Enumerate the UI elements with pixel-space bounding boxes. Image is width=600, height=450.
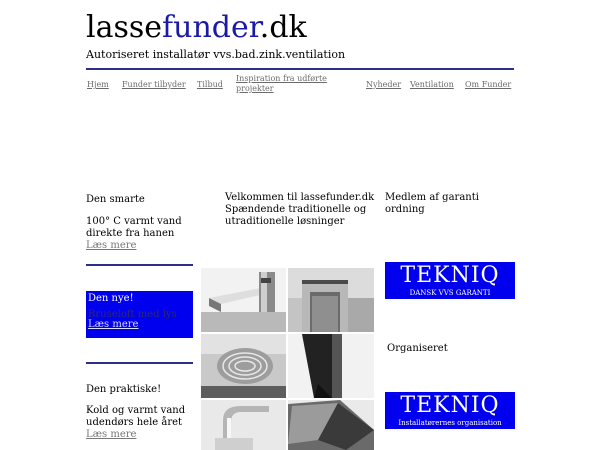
product-photo-vent-slot[interactable] — [288, 268, 374, 332]
nav-om-funder[interactable]: Om Funder — [465, 80, 512, 89]
practical-title: Den praktiske! — [86, 384, 162, 395]
member-guarantee-text: Medlem af garanti ordning — [385, 192, 479, 215]
left-block-smart — [86, 194, 194, 252]
smart-text: 100° C varmt vand direkte fra hanen — [86, 216, 182, 239]
left-block-practical — [86, 384, 194, 441]
practical-read-more-link[interactable]: Læs mere — [86, 429, 137, 440]
nav-hjem[interactable]: Hjem — [87, 80, 109, 89]
product-photo-outdoor-tap-slot[interactable] — [201, 400, 286, 450]
new-text: Bruseloft med lys — [88, 309, 177, 320]
organised-text: Organiseret — [387, 343, 448, 354]
left-divider-2 — [86, 362, 193, 364]
nav-nyheder[interactable]: Nyheder — [366, 80, 402, 89]
tekniq-org-badge-title: TEKNIQ — [400, 393, 500, 418]
practical-text: Kold og varmt vand udendørs hele året — [86, 405, 186, 428]
product-photo-roof-slot[interactable] — [288, 400, 374, 450]
product-photo-shower-slot[interactable] — [201, 334, 286, 398]
nav-tilbud[interactable]: Tilbud — [197, 80, 223, 89]
tekniq-badge-title: TEKNIQ — [400, 263, 500, 288]
logo-part-lasse: lasse — [86, 10, 163, 45]
tekniq-badge-subtitle: DANSK VVS GARANTI — [409, 289, 491, 297]
nav-funder-tilbyder[interactable]: Funder tilbyder — [122, 80, 186, 89]
welcome-text: Velkommen til lassefunder.dk Spændende traditionelle og utraditionelle løsninger — [225, 192, 375, 227]
site-logo[interactable] — [86, 10, 307, 46]
tagline: Autoriseret installatør vvs.bad.zink.ventilation — [86, 48, 346, 61]
new-read-more-link[interactable]: Læs mere — [88, 319, 139, 330]
tekniq-org-badge-subtitle: Installatørernes organisation — [398, 419, 502, 427]
product-photo-faucet-slot[interactable] — [201, 268, 286, 332]
smart-read-more-link[interactable]: Læs mere — [86, 240, 137, 251]
left-divider-1 — [86, 264, 193, 266]
new-title: Den nye! — [88, 293, 134, 304]
left-block-new[interactable] — [86, 291, 193, 338]
product-photo-zinc-slot[interactable] — [288, 334, 374, 398]
tekniq-guarantee-badge[interactable] — [385, 262, 515, 299]
tekniq-organisation-badge[interactable] — [385, 392, 515, 429]
smart-title: Den smarte — [86, 194, 145, 205]
logo-part-dk: .dk — [259, 10, 307, 45]
nav-ventilation[interactable]: Ventilation — [410, 80, 454, 89]
header-divider — [86, 68, 514, 70]
logo-part-funder: funder — [162, 10, 260, 45]
nav-inspiration[interactable]: Inspiration fra udførte projekter — [236, 74, 327, 93]
